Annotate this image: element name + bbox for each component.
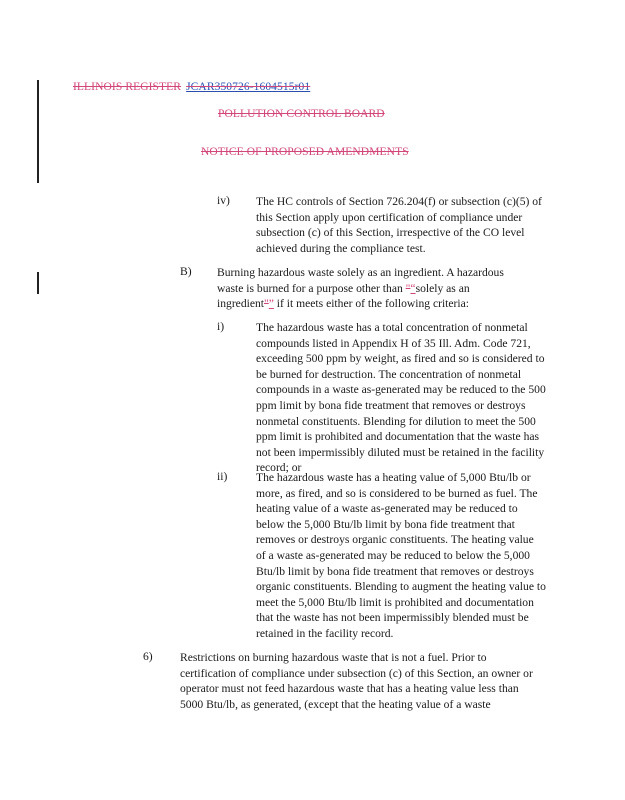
item-b-text [217,265,529,312]
quote-deleted-close: " [264,297,269,311]
item-ii-label: ii) [217,470,228,483]
board-header: POLLUTION CONTROL BOARD [218,108,385,120]
quote-inserted-close: ” [268,297,274,311]
item-b-text-before: Burning hazardous waste solely as an ingredient. A hazardous waste is burned for a purpose other than [217,266,504,295]
register-header [73,81,310,93]
notice-header: NOTICE OF PROPOSED AMENDMENTS [201,146,409,158]
quote-deleted-open: " [405,281,411,295]
item-6-label: 6) [143,650,153,663]
item-b-text-after: if it meets either of the following criteria: [273,297,470,311]
item-6-text: Restrictions on burning hazardous waste that is not a fuel. Prior to certification of compliance under subsection (c) of this Section, an owner or operator must not feed hazardous waste that has a heating value less than 5000 Btu/lb, as generated, (except that the heating value of a waste [180,651,533,711]
revision-bar-top [37,80,39,183]
register-inserted-text: JCAR350726-1604515r01 [186,81,311,93]
item-iv-label: iv) [217,194,230,207]
item-b-quoted: solely as an ingredient [217,281,470,311]
quote-inserted-open: “ [410,281,416,295]
item-b-label: B) [180,265,192,278]
item-i-text: The hazardous waste has a total concentration of nonmetal compounds listed in Appendix H of 35 Ill. Adm. Code 721, exceeding 500 ppm by weight, as fired and so is considered to be burned for destruction. The concentration of nonmetal compounds in a waste as-generated may be reduced to the 500 ppm limit by bona fide treatment that removes or destroys nonmetal constituents. Blending for dilution to meet the 500 ppm limit is prohibited and documentation that the waste has not been impermissibly diluted must be retained in the facility record; or [256,321,546,475]
register-deleted-text: ILLINOIS REGISTER [73,81,182,93]
item-ii-text: The hazardous waste has a heating value of 5,000 Btu/lb or more, as fired, and so is considered to be burned as fuel. The heating value of a waste as-generated may be reduced to below the 5,000 Btu/lb limit by bona fide treatment that removes or destroys organic constituents. The heating value of a waste as-generated may be reduced to below the 5,000 Btu/lb limit by bona fide treatment that removes or destroys organic constituents. Blending to augment the heating value to meet the 5,000 Btu/lb limit is prohibited and documentation that the waste has not been impermissibly blended must be retained in the facility record. [256,471,546,640]
item-i-label: i) [217,320,225,333]
revision-bar-middle [37,272,39,294]
item-iv-text: The HC controls of Section 726.204(f) or subsection (c)(5) of this Section apply upon certification of compliance under subsection (c) of this Section, irrespective of the CO level achieved during the compliance test. [256,195,542,255]
